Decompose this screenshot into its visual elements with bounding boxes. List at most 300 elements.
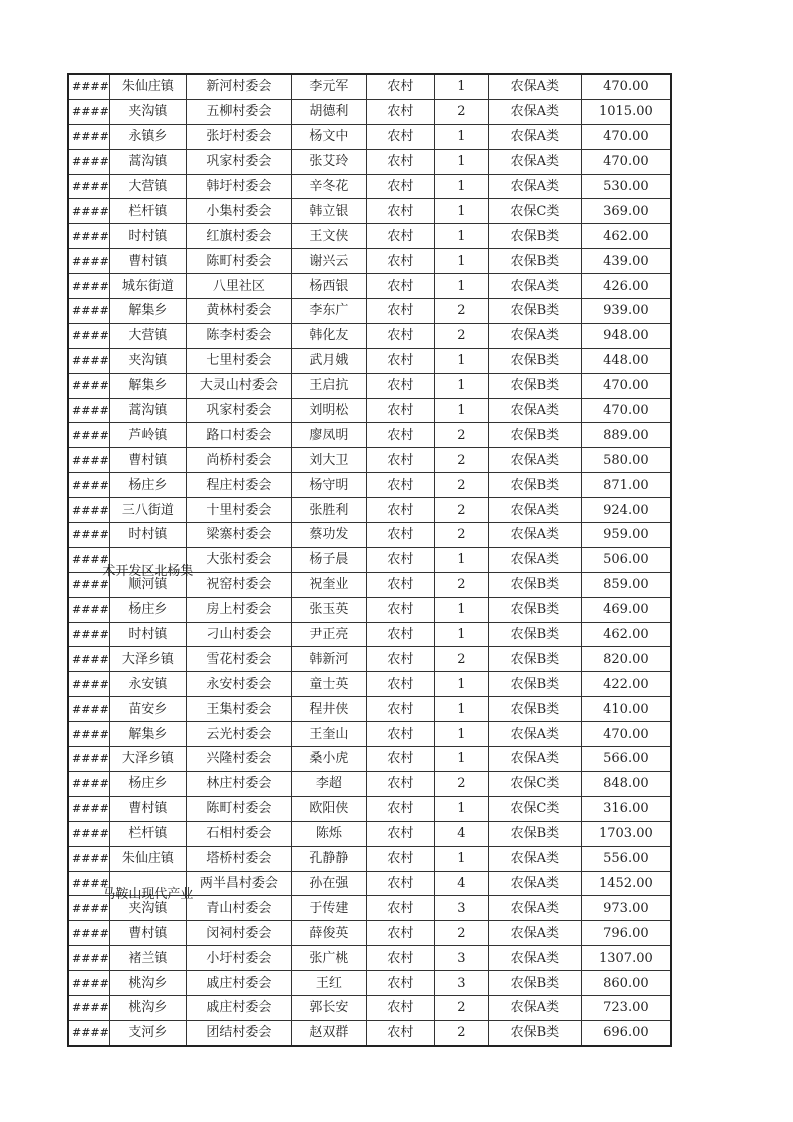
township-cell: 苗安乡	[109, 697, 186, 722]
amount-cell: 470.00	[581, 74, 671, 99]
count-cell: 2	[434, 572, 488, 597]
amount-cell: 948.00	[581, 323, 671, 348]
date-cell: ####	[68, 174, 109, 199]
category-cell: 农保A类	[488, 921, 581, 946]
count-cell: 1	[434, 199, 488, 224]
amount-cell: 316.00	[581, 796, 671, 821]
count-cell: 2	[434, 921, 488, 946]
category-cell: 农保A类	[488, 946, 581, 971]
date-cell: ####	[68, 224, 109, 249]
table-row	[68, 796, 671, 821]
table-row	[68, 921, 671, 946]
date-cell: ####	[68, 921, 109, 946]
area-cell: 农村	[366, 74, 434, 99]
township-cell: 杨庄乡	[109, 771, 186, 796]
township-cell: 栏杆镇	[109, 821, 186, 846]
area-cell: 农村	[366, 846, 434, 871]
category-cell: 农保B类	[488, 348, 581, 373]
name-cell: 杨西银	[291, 274, 366, 299]
village-cell: 程庄村委会	[186, 473, 291, 498]
count-cell: 1	[434, 373, 488, 398]
date-cell: ####	[68, 946, 109, 971]
table-row	[68, 622, 671, 647]
date-cell: ####	[68, 249, 109, 274]
category-cell: 农保A类	[488, 149, 581, 174]
date-cell: ####	[68, 846, 109, 871]
name-cell: 杨子晨	[291, 547, 366, 572]
amount-cell: 470.00	[581, 373, 671, 398]
area-cell: 农村	[366, 124, 434, 149]
count-cell: 1	[434, 672, 488, 697]
village-cell: 戚庄村委会	[186, 995, 291, 1020]
area-cell: 农村	[366, 149, 434, 174]
count-cell: 1	[434, 547, 488, 572]
area-cell: 农村	[366, 971, 434, 996]
township-cell: 解集乡	[109, 373, 186, 398]
category-cell: 农保A类	[488, 99, 581, 124]
township-cell: 杨庄乡	[109, 597, 186, 622]
count-cell: 2	[434, 299, 488, 324]
area-cell: 农村	[366, 771, 434, 796]
name-cell: 王红	[291, 971, 366, 996]
table-row	[68, 697, 671, 722]
amount-cell: 422.00	[581, 672, 671, 697]
amount-cell: 871.00	[581, 473, 671, 498]
area-cell: 农村	[366, 299, 434, 324]
township-cell: 时村镇	[109, 622, 186, 647]
date-cell: ####	[68, 124, 109, 149]
village-cell: 路口村委会	[186, 423, 291, 448]
area-cell: 农村	[366, 747, 434, 772]
village-cell: 兴隆村委会	[186, 747, 291, 772]
township-cell: 桃沟乡	[109, 995, 186, 1020]
area-cell: 农村	[366, 995, 434, 1020]
date-cell: ####	[68, 547, 109, 572]
category-cell: 农保C类	[488, 771, 581, 796]
area-cell: 农村	[366, 697, 434, 722]
table-row	[68, 149, 671, 174]
name-cell: 辛冬花	[291, 174, 366, 199]
name-cell: 李东广	[291, 299, 366, 324]
date-cell: ####	[68, 1020, 109, 1045]
township-cell	[102, 871, 194, 903]
date-cell: ####	[68, 99, 109, 124]
amount-cell: 470.00	[581, 149, 671, 174]
category-cell: 农保B类	[488, 622, 581, 647]
name-cell: 欧阳侠	[291, 796, 366, 821]
village-cell: 石相村委会	[186, 821, 291, 846]
village-cell: 八里社区	[186, 274, 291, 299]
amount-cell: 530.00	[581, 174, 671, 199]
township-cell	[102, 547, 194, 579]
village-cell: 梁寨村委会	[186, 523, 291, 548]
township-text: 术开发区北杨集	[102, 563, 194, 579]
category-cell: 农保B类	[488, 647, 581, 672]
table-row	[68, 299, 671, 324]
table-row	[68, 995, 671, 1020]
township-cell: 芦岭镇	[109, 423, 186, 448]
count-cell: 1	[434, 622, 488, 647]
amount-cell: 1015.00	[581, 99, 671, 124]
area-cell: 农村	[366, 448, 434, 473]
name-cell: 桑小虎	[291, 747, 366, 772]
amount-cell: 470.00	[581, 398, 671, 423]
category-cell: 农保B类	[488, 672, 581, 697]
name-cell: 薛俊英	[291, 921, 366, 946]
category-cell: 农保B类	[488, 697, 581, 722]
area-cell: 农村	[366, 174, 434, 199]
township-cell: 大营镇	[109, 174, 186, 199]
category-cell: 农保C类	[488, 796, 581, 821]
village-cell: 团结村委会	[186, 1020, 291, 1045]
name-cell: 张玉英	[291, 597, 366, 622]
amount-cell: 859.00	[581, 572, 671, 597]
date-cell: ####	[68, 697, 109, 722]
village-cell: 新河村委会	[186, 74, 291, 99]
category-cell: 农保B类	[488, 224, 581, 249]
count-cell: 2	[434, 995, 488, 1020]
amount-cell: 723.00	[581, 995, 671, 1020]
category-cell: 农保A类	[488, 722, 581, 747]
category-cell: 农保A类	[488, 523, 581, 548]
area-cell: 农村	[366, 398, 434, 423]
area-cell: 农村	[366, 796, 434, 821]
township-cell: 蒿沟镇	[109, 398, 186, 423]
count-cell: 3	[434, 896, 488, 921]
table-row	[68, 99, 671, 124]
date-cell: ####	[68, 821, 109, 846]
table-row	[68, 448, 671, 473]
township-cell: 永镇乡	[109, 124, 186, 149]
amount-cell: 1452.00	[581, 871, 671, 896]
count-cell: 2	[434, 498, 488, 523]
count-cell: 1	[434, 274, 488, 299]
category-cell: 农保B类	[488, 373, 581, 398]
date-cell: ####	[68, 597, 109, 622]
date-cell: ####	[68, 523, 109, 548]
amount-cell: 1307.00	[581, 946, 671, 971]
area-cell: 农村	[366, 348, 434, 373]
count-cell: 1	[434, 697, 488, 722]
name-cell: 李元军	[291, 74, 366, 99]
count-cell: 1	[434, 796, 488, 821]
table-row	[68, 971, 671, 996]
date-cell: ####	[68, 572, 109, 597]
township-cell: 桃沟乡	[109, 971, 186, 996]
category-cell: 农保A类	[488, 274, 581, 299]
village-cell: 两半昌村委会	[186, 871, 291, 896]
area-cell: 农村	[366, 622, 434, 647]
village-cell: 韩圩村委会	[186, 174, 291, 199]
village-cell: 五柳村委会	[186, 99, 291, 124]
count-cell: 2	[434, 448, 488, 473]
name-cell: 韩立银	[291, 199, 366, 224]
village-cell: 塔桥村委会	[186, 846, 291, 871]
date-cell: ####	[68, 448, 109, 473]
category-cell: 农保A类	[488, 846, 581, 871]
date-cell: ####	[68, 423, 109, 448]
area-cell: 农村	[366, 498, 434, 523]
township-cell: 夹沟镇	[109, 896, 186, 921]
township-cell: 城东街道	[109, 274, 186, 299]
date-cell: ####	[68, 971, 109, 996]
amount-cell: 959.00	[581, 523, 671, 548]
category-cell: 农保A类	[488, 896, 581, 921]
amount-cell: 848.00	[581, 771, 671, 796]
table-row	[68, 498, 671, 523]
amount-cell: 369.00	[581, 199, 671, 224]
township-cell: 大泽乡镇	[109, 747, 186, 772]
village-cell: 戚庄村委会	[186, 971, 291, 996]
amount-cell: 973.00	[581, 896, 671, 921]
amount-cell: 462.00	[581, 622, 671, 647]
area-cell: 农村	[366, 821, 434, 846]
table-row	[68, 274, 671, 299]
village-cell: 红旗村委会	[186, 224, 291, 249]
table-row	[68, 174, 671, 199]
amount-cell: 469.00	[581, 597, 671, 622]
area-cell: 农村	[366, 249, 434, 274]
count-cell: 1	[434, 398, 488, 423]
village-cell: 七里村委会	[186, 348, 291, 373]
area-cell: 农村	[366, 199, 434, 224]
area-cell: 农村	[366, 921, 434, 946]
table-row	[68, 199, 671, 224]
category-cell: 农保A类	[488, 747, 581, 772]
table-row	[68, 224, 671, 249]
table-row	[68, 771, 671, 796]
amount-cell: 462.00	[581, 224, 671, 249]
count-cell: 1	[434, 348, 488, 373]
amount-cell: 889.00	[581, 423, 671, 448]
name-cell: 尹正亮	[291, 622, 366, 647]
amount-cell: 556.00	[581, 846, 671, 871]
township-cell: 褚兰镇	[109, 946, 186, 971]
date-cell: ####	[68, 299, 109, 324]
area-cell: 农村	[366, 224, 434, 249]
count-cell: 4	[434, 821, 488, 846]
village-cell: 陈李村委会	[186, 323, 291, 348]
table-row	[68, 647, 671, 672]
table-row	[68, 348, 671, 373]
name-cell: 胡德利	[291, 99, 366, 124]
count-cell: 1	[434, 722, 488, 747]
count-cell: 1	[434, 74, 488, 99]
category-cell: 农保B类	[488, 572, 581, 597]
category-cell: 农保A类	[488, 74, 581, 99]
village-cell: 雪花村委会	[186, 647, 291, 672]
category-cell: 农保B类	[488, 971, 581, 996]
count-cell: 1	[434, 249, 488, 274]
date-cell: ####	[68, 373, 109, 398]
township-cell: 解集乡	[109, 299, 186, 324]
township-cell: 曹村镇	[109, 448, 186, 473]
amount-cell: 448.00	[581, 348, 671, 373]
category-cell: 农保B类	[488, 1020, 581, 1045]
count-cell: 2	[434, 647, 488, 672]
village-cell: 大灵山村委会	[186, 373, 291, 398]
count-cell: 2	[434, 473, 488, 498]
township-cell: 夹沟镇	[109, 99, 186, 124]
name-cell: 孙在强	[291, 871, 366, 896]
table-body	[68, 74, 671, 1046]
category-cell: 农保A类	[488, 547, 581, 572]
village-cell: 尚桥村委会	[186, 448, 291, 473]
category-cell: 农保A类	[488, 398, 581, 423]
category-cell: 农保B类	[488, 597, 581, 622]
name-cell: 李超	[291, 771, 366, 796]
table-row	[68, 523, 671, 548]
name-cell: 程井侠	[291, 697, 366, 722]
village-cell: 十里村委会	[186, 498, 291, 523]
village-cell: 巩家村委会	[186, 149, 291, 174]
area-cell: 农村	[366, 547, 434, 572]
table-row	[68, 373, 671, 398]
area-cell: 农村	[366, 871, 434, 896]
township-cell: 朱仙庄镇	[109, 74, 186, 99]
township-cell: 大泽乡镇	[109, 647, 186, 672]
name-cell: 张艾玲	[291, 149, 366, 174]
amount-cell: 580.00	[581, 448, 671, 473]
amount-cell: 426.00	[581, 274, 671, 299]
table-row	[68, 249, 671, 274]
date-cell: ####	[68, 672, 109, 697]
area-cell: 农村	[366, 896, 434, 921]
village-cell: 闵祠村委会	[186, 921, 291, 946]
table-row	[68, 1020, 671, 1045]
township-cell: 支河乡	[109, 1020, 186, 1045]
name-cell: 廖凤明	[291, 423, 366, 448]
township-text: 马鞍山现代产业	[102, 887, 194, 903]
township-cell: 时村镇	[109, 523, 186, 548]
area-cell: 农村	[366, 1020, 434, 1045]
amount-cell: 566.00	[581, 747, 671, 772]
name-cell: 刘明松	[291, 398, 366, 423]
township-cell: 朱仙庄镇	[109, 846, 186, 871]
table-row	[68, 323, 671, 348]
amount-cell: 410.00	[581, 697, 671, 722]
village-cell: 房上村委会	[186, 597, 291, 622]
village-cell: 张圩村委会	[186, 124, 291, 149]
count-cell: 3	[434, 946, 488, 971]
table-row	[68, 74, 671, 99]
category-cell: 农保C类	[488, 199, 581, 224]
area-cell: 农村	[366, 523, 434, 548]
amount-cell: 820.00	[581, 647, 671, 672]
amount-cell: 924.00	[581, 498, 671, 523]
count-cell: 2	[434, 523, 488, 548]
village-cell: 巩家村委会	[186, 398, 291, 423]
name-cell: 张胜利	[291, 498, 366, 523]
name-cell: 谢兴云	[291, 249, 366, 274]
area-cell: 农村	[366, 423, 434, 448]
table-row	[68, 672, 671, 697]
category-cell: 农保A类	[488, 448, 581, 473]
date-cell: ####	[68, 871, 109, 896]
village-cell: 祝窑村委会	[186, 572, 291, 597]
category-cell: 农保A类	[488, 124, 581, 149]
count-cell: 3	[434, 971, 488, 996]
name-cell: 蔡功发	[291, 523, 366, 548]
village-cell: 林庄村委会	[186, 771, 291, 796]
table-row	[68, 547, 671, 572]
village-cell: 大张村委会	[186, 547, 291, 572]
township-cell: 大营镇	[109, 323, 186, 348]
area-cell: 农村	[366, 473, 434, 498]
amount-cell: 470.00	[581, 124, 671, 149]
date-cell: ####	[68, 348, 109, 373]
category-cell: 农保A类	[488, 995, 581, 1020]
data-table	[67, 73, 672, 1047]
date-cell: ####	[68, 796, 109, 821]
date-cell: ####	[68, 747, 109, 772]
village-cell: 刁山村委会	[186, 622, 291, 647]
name-cell: 王文侠	[291, 224, 366, 249]
date-cell: ####	[68, 896, 109, 921]
township-cell: 永安镇	[109, 672, 186, 697]
area-cell: 农村	[366, 373, 434, 398]
amount-cell: 696.00	[581, 1020, 671, 1045]
township-cell: 栏杆镇	[109, 199, 186, 224]
date-cell: ####	[68, 647, 109, 672]
date-cell: ####	[68, 323, 109, 348]
area-cell: 农村	[366, 722, 434, 747]
name-cell: 于传建	[291, 896, 366, 921]
amount-cell: 439.00	[581, 249, 671, 274]
name-cell: 赵双群	[291, 1020, 366, 1045]
table-row	[68, 398, 671, 423]
count-cell: 2	[434, 99, 488, 124]
name-cell: 武月娥	[291, 348, 366, 373]
date-cell: ####	[68, 199, 109, 224]
table-row	[68, 722, 671, 747]
township-cell: 解集乡	[109, 722, 186, 747]
amount-cell: 506.00	[581, 547, 671, 572]
date-cell: ####	[68, 622, 109, 647]
table-row	[68, 747, 671, 772]
village-cell: 小圩村委会	[186, 946, 291, 971]
count-cell: 1	[434, 846, 488, 871]
category-cell: 农保B类	[488, 473, 581, 498]
table-row	[68, 124, 671, 149]
category-cell: 农保B类	[488, 423, 581, 448]
township-cell: 杨庄乡	[109, 473, 186, 498]
table-row	[68, 597, 671, 622]
count-cell: 2	[434, 423, 488, 448]
date-cell: ####	[68, 722, 109, 747]
amount-cell: 470.00	[581, 722, 671, 747]
area-cell: 农村	[366, 274, 434, 299]
township-cell: 三八街道	[109, 498, 186, 523]
count-cell: 1	[434, 747, 488, 772]
village-cell: 陈町村委会	[186, 249, 291, 274]
amount-cell: 1703.00	[581, 821, 671, 846]
village-cell: 永安村委会	[186, 672, 291, 697]
village-cell: 黄林村委会	[186, 299, 291, 324]
township-cell: 曹村镇	[109, 796, 186, 821]
table-row	[68, 473, 671, 498]
category-cell: 农保B类	[488, 299, 581, 324]
date-cell: ####	[68, 995, 109, 1020]
township-cell: 夹沟镇	[109, 348, 186, 373]
area-cell: 农村	[366, 99, 434, 124]
name-cell: 郭长安	[291, 995, 366, 1020]
name-cell: 孔静静	[291, 846, 366, 871]
category-cell: 农保A类	[488, 871, 581, 896]
date-cell: ####	[68, 771, 109, 796]
category-cell: 农保B类	[488, 821, 581, 846]
village-cell: 小集村委会	[186, 199, 291, 224]
